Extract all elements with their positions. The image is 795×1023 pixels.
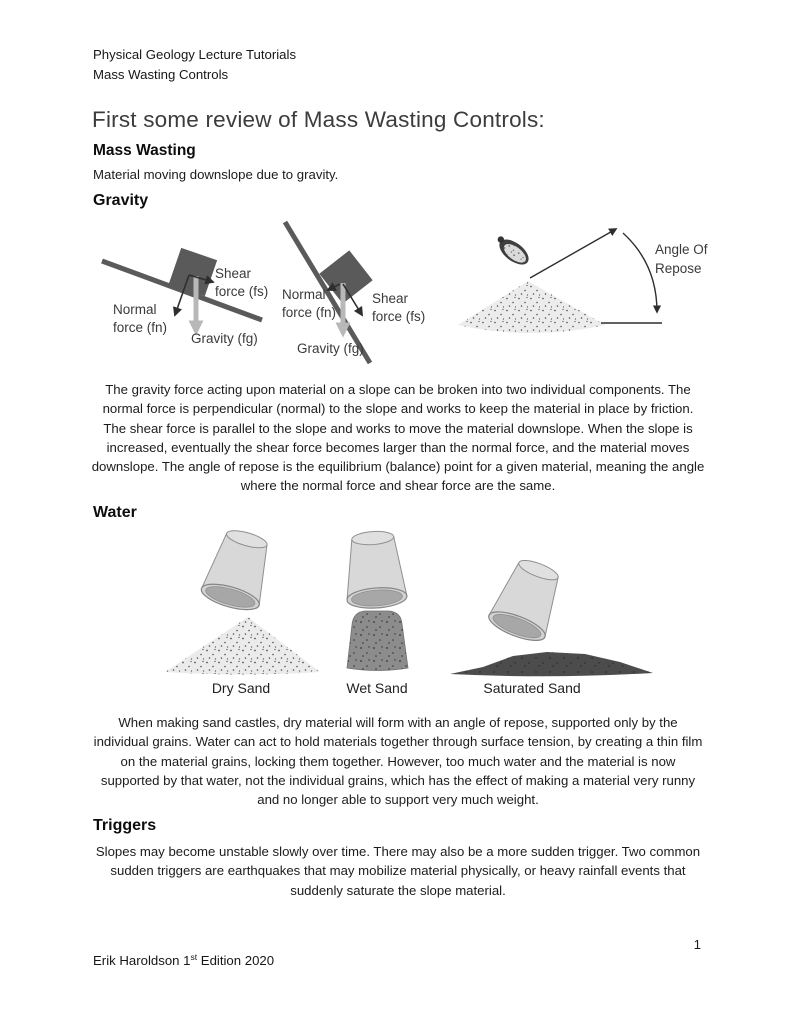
wet-sand-pile-texture bbox=[347, 611, 408, 671]
label-gravity-steep: Gravity (fg) bbox=[297, 341, 364, 356]
caption-saturated-sand: Saturated Sand bbox=[483, 680, 581, 696]
gravity-paragraph: The gravity force acting upon material on a slope can be broken into two individual components. The normal force is perpendicular (normal) to the slope and works to keep the material in place by friction. The shear force is parallel to the slope and works to move the material downslope. When the slope is increased, eventually the shear force becomes larger than the normal force, and the material moves downslope. The angle of repose is the equilibrium (balance) point for a given material, meaning the angle where the normal force and shear force are the same. bbox=[91, 382, 705, 494]
cup-saturated-sand bbox=[485, 553, 568, 646]
heading-mass-wasting: Mass Wasting bbox=[93, 142, 196, 159]
label-gravity-shallow: Gravity (fg) bbox=[191, 331, 258, 346]
cup-dry-sand bbox=[199, 528, 278, 615]
heading-gravity: Gravity bbox=[93, 192, 149, 209]
caption-wet-sand: Wet Sand bbox=[346, 680, 408, 696]
footer-author-rest: Edition 2020 bbox=[197, 953, 275, 968]
dry-sand-pile-texture bbox=[165, 617, 320, 675]
header-line-2: Mass Wasting Controls bbox=[93, 67, 229, 82]
footer-author bbox=[93, 953, 274, 968]
document-title: First some review of Mass Wasting Controls: bbox=[92, 107, 545, 132]
cup-wet-sand bbox=[342, 530, 407, 610]
caption-dry-sand: Dry Sand bbox=[211, 680, 271, 696]
heading-triggers: Triggers bbox=[93, 817, 157, 834]
label-angle-of-repose: Angle Of Repose bbox=[655, 242, 708, 276]
saturated-sand-pile-texture bbox=[450, 652, 653, 676]
label-normal-force-steep: Normal force (fn) bbox=[282, 287, 337, 320]
repose-sand-pile-texture bbox=[458, 281, 605, 333]
footer-ordinal-suffix: st bbox=[190, 952, 198, 962]
label-shear-force-steep: Shear force (fs) bbox=[372, 291, 426, 324]
footer-author-prefix: Erik Haroldson 1 bbox=[93, 953, 191, 968]
page-number: 1 bbox=[693, 937, 701, 952]
mass-wasting-definition: Material moving downslope due to gravity. bbox=[93, 167, 339, 182]
water-figure bbox=[85, 528, 710, 678]
heading-water: Water bbox=[93, 504, 137, 521]
label-normal-force-shallow: Normal force (fn) bbox=[113, 302, 168, 335]
repose-slope-arrow bbox=[530, 229, 616, 278]
water-paragraph: When making sand castles, dry material will form with an angle of repose, supported only by the individual grains. Water can act to hold materials together through surface tension, by creating a thin film on the material grains, locking them together. However, too much water and the material is now supported by that water, not the individual grains, which has the effect of making a material very runny and no longer able to support very much weight. bbox=[93, 715, 703, 808]
triggers-paragraph: Slopes may become unstable slowly over time. There may also be a more sudden trigger. Two common sudden triggers are earthquakes that may mobilize material physically, or heavy rainfall events that suddenly saturate the slope material. bbox=[95, 844, 701, 898]
header-line-1: Physical Geology Lecture Tutorials bbox=[93, 47, 297, 62]
page-header bbox=[93, 45, 296, 85]
repose-angle-arc bbox=[623, 233, 657, 312]
label-shear-force-shallow: Shear force (fs) bbox=[215, 266, 269, 299]
sand-scoop-icon bbox=[492, 232, 533, 269]
water-diagram-svg bbox=[85, 528, 710, 678]
